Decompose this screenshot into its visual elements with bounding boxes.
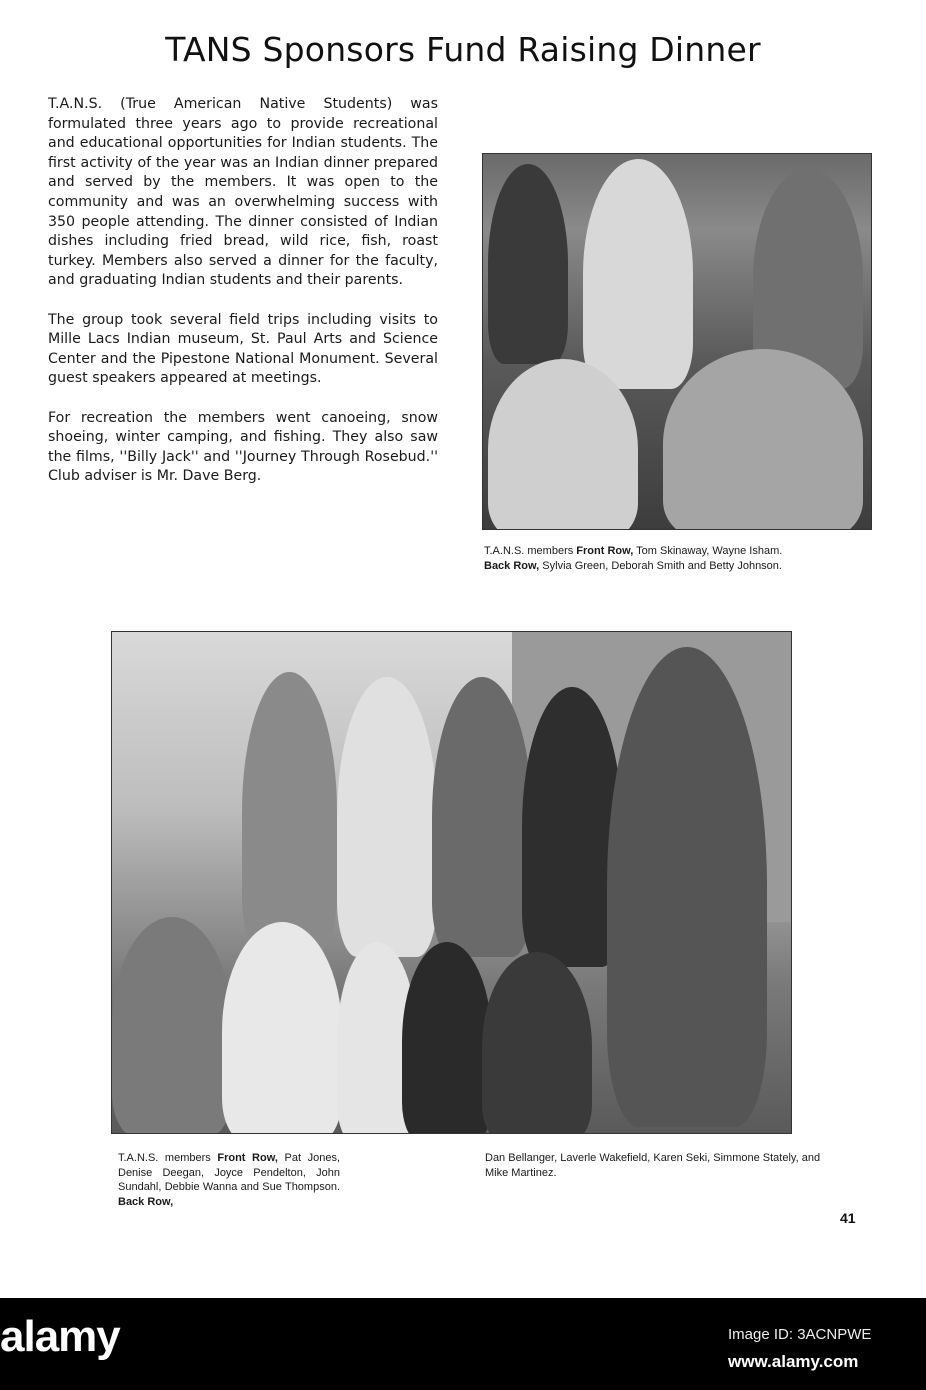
caption-names: Sylvia Green, Deborah Smith and Betty Johnson. [539, 559, 782, 572]
caption-names: Tom Skinaway, Wayne Isham. [633, 545, 783, 557]
article-title: TANS Sponsors Fund Raising Dinner [165, 30, 761, 69]
caption-names: Pat Jones, Denise Deegan, Joyce Pendelton, John Sundahl, Debbie Wanna and Sue Thompson. [118, 1152, 341, 1193]
watermark-url: www.alamy.com [728, 1352, 859, 1371]
caption-text: T.A.N.S. members [484, 545, 577, 557]
body-paragraph: The group took several field trips including visits to Mille Lacs Indian museum, St. Paul Arts and Science Center and the Pipestone National Monument. Several guest speakers appeared at meetings. [48, 311, 438, 387]
photo-caption-large-right: Dan Bellanger, Laverle Wakefield, Karen Seki, Simmone Stately, and Mike Martinez. [485, 1152, 821, 1179]
image-id: Image ID: 3ACNPWE [728, 1326, 872, 1343]
caption-text: T.A.N.S. members [118, 1152, 218, 1164]
caption-row-label: Front Row, [217, 1152, 278, 1164]
caption-row-label: Back Row, [484, 559, 540, 572]
photo-caption-large-left [118, 1151, 340, 1209]
article-body [48, 95, 438, 506]
group-photo-large [111, 631, 792, 1134]
group-photo-small [482, 153, 872, 530]
alamy-logo: alamy [0, 1312, 120, 1361]
photo-caption-small [484, 544, 884, 573]
body-paragraph: T.A.N.S. (True American Native Students) was formulated three years ago to provide recreational and educational opportunities for Indian students. The first activity of the year was an Indian dinner prepared and served by the members. It was open to the community and was an overwhelming success with 350 people attending. The dinner consisted of Indian dishes including fried bread, wild rice, fish, roast turkey. Members also served a dinner for the faculty, and graduating Indian students and their parents. [48, 96, 438, 289]
body-paragraph: For recreation the members went canoeing, snow shoeing, winter camping, and fishing. They also saw the films, ''Billy Jack'' and ''Journey Through Rosebud.'' Club adviser is Mr. Dave Berg. [48, 409, 438, 485]
caption-row-label: Front Row, [576, 545, 634, 557]
caption-row-label: Back Row, [118, 1195, 174, 1208]
watermark-bar [0, 1298, 926, 1390]
page-number: 41 [840, 1210, 856, 1226]
